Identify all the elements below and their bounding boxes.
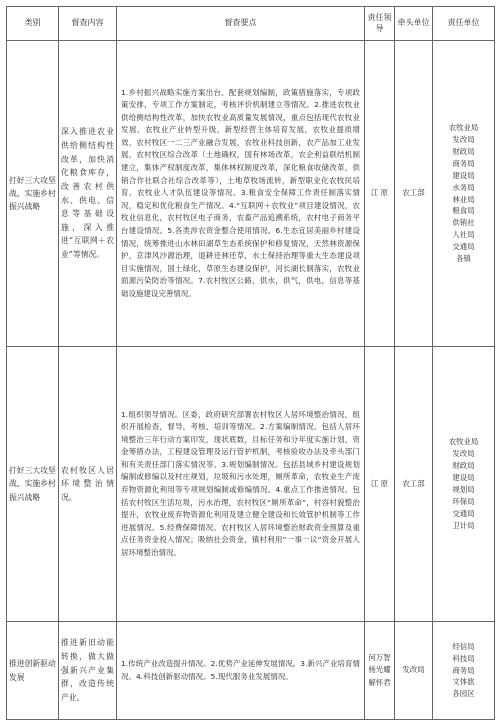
content-cell: 深入推进农业供给侧结构性改革，加快消化粮食库存，改善农村供水、供电、信息等基础设施，深入推进“互联网＋农业”等情况。 [59,41,117,347]
unit-item: 粮食局 [452,206,475,216]
units-cell [433,622,495,720]
unit-item: 财政局 [452,461,475,471]
unit-item: 科技局 [452,653,475,663]
header-content: 督查内容 [59,7,117,41]
unit-item: 发改局 [452,134,475,144]
unit-item: 农牧业局 [448,437,479,447]
unit-item: 环保局 [452,496,475,506]
supervision-table [6,6,495,720]
unit-item: 各园区 [452,689,475,699]
header-category: 类别 [7,7,59,41]
units-cell [433,41,495,347]
content-cell: 推进新旧动能转换，做大做强新兴产业集群，改造传统产业。 [59,622,117,720]
category-cell: 推进创新驱动发展 [7,622,59,720]
lead-unit-cell: 发改局 [395,622,433,720]
points-cell: 1.乡村振兴战略实施方案出台、配套规划编制，政策措施落实，专项政策安排，专项工作方案制定，考核评价机制建立等情况。2.推进农牧业供给侧结构性改革，加快农牧业高质量发展情况，重点包括现代农牧业发展，农牧业产业转型升级，新型经营主体培育发展，农牧业提质增效，农村牧区一二三产业融合发展，农牧业科技创新，农产品加工业发展，农村牧区综合改革（土地确权，国有林场改革，农企利益联结机制建立，集体产权制度改革，集体林权制度改革，深化粮食收储改革，供销合作社联合社综合改革等），土地草牧场流转，新型职业化农牧民培育，农牧业人才队伍建设等情况。3.粮食安全保障工作责任制落实情况，稳定和优化粮食生产情况。4.“互联网＋农牧业”项目建设情况，农牧业信息化，农村牧区电子商务，农畜产品追溯系统，农村电子商务平台建设情况。5.各类涉农资金整合使用情况。6.生态宜居美丽乡村建设情况，统筹推进山水林田湖草生态系统保护和修复情况，天然林资源保护，京津风沙源治理，退耕还林还草，水土保持治理等重大生态建设项目实施情况，国土绿化，草原生态建设保护，河长湖长制落实，农牧业面源污染防治等情况。7.农村牧区公路，供水，供气，供电，信息等基础设施建设完善情况。 [117,41,365,347]
header-leader: 责任领导 [365,7,395,41]
unit-item: 建设局 [452,170,475,180]
leader-cell: 何万智杨光耀解怀君 [365,622,395,720]
unit-item: 林业局 [452,194,475,204]
unit-item: 交通局 [452,508,475,518]
unit-item: 交通局 [452,242,475,252]
unit-item: 建设局 [452,473,475,483]
lead-unit-cell: 农工部 [395,41,433,347]
unit-item: 规划局 [452,485,475,494]
category-cell: 打好三大攻坚战、实施乡村振兴战略 [7,347,59,622]
units-cell [433,347,495,622]
unit-item: 商务局 [452,665,475,675]
lead-unit-cell: 农工部 [395,347,433,622]
table-row [7,622,495,720]
unit-item: 文体旅 [452,677,475,687]
unit-item: 商务局 [452,158,475,168]
unit-item: 人社局 [452,230,475,240]
unit-item: 发改局 [452,449,475,459]
unit-item: 各镇 [456,254,471,264]
points-cell: 1.组织领导情况。区委，政府研究部署农村牧区人居环境整治情况，组织开展检查，督导，考核，培训等情况。2.方案编制情况。包括人居环境整治三年行动方案印发，现状底数，目标任务和分年度实施计划，资金筹措办法，工程建设管理及运行管护机制，考核验收办法及牵头部门和有关责任部门落实情况等。3.规划编制情况。包括县域乡村建设规划编制或修编以及村庄规划，垃圾和污水处理，厕所革命，农牧业生产废弃物资源化利用等专项规划编制或修编情况。4.重点工作推进情况。包括农村牧区生活垃圾，污水治理，农村牧区“厕所革命”，村容村貌整治提升，农牧业废弃物资源化利用及建立健全建设和长效管护机制等工作进展情况。5.经费保障情况。农村牧区人居环境整治财政资金预算及重点任务资金投入情况；吸纳社会资金，镇村利用“一事一议”资金开展人居环境整治情况。 [117,347,365,622]
unit-item: 水务局 [452,182,475,192]
header-units: 责任单位 [433,7,495,41]
table-row [7,347,495,622]
leader-cell: 江 原 [365,347,395,622]
header-points: 督查要点 [117,7,365,41]
content-cell: 农村牧区人居环境整治情况。 [59,347,117,622]
category-cell: 打好三大攻坚战、实施乡村振兴战略 [7,41,59,347]
unit-item: 农牧业局 [448,122,479,132]
unit-item: 卫计局 [452,520,475,530]
unit-item: 供销社 [452,218,475,228]
table-row [7,41,495,347]
points-cell: 1.传统产业改造提升情况。2.优势产业延伸发展情况。3.新兴产业培育情况。4.科技创新驱动情况。5.现代服务业发展情况。 [117,622,365,720]
unit-item: 财政局 [452,146,475,156]
header-lead-unit: 牵头单位 [395,7,433,41]
header-row [7,7,495,41]
leader-cell: 江 原 [365,41,395,347]
unit-item: 经信局 [452,641,475,651]
